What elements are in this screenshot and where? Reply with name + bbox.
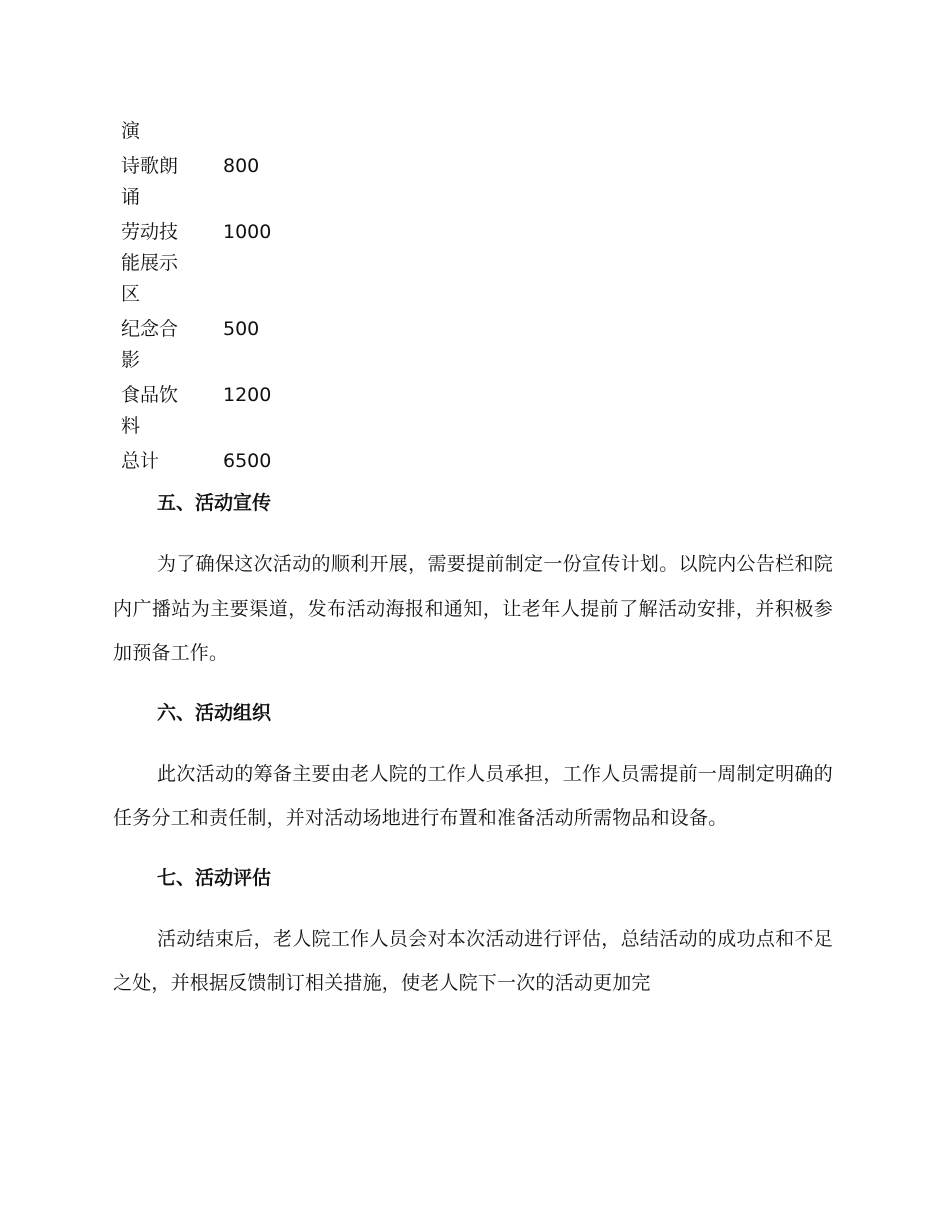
budget-item: 食品饮料: [121, 384, 179, 437]
budget-item: 纪念合影: [121, 318, 179, 371]
section-paragraph-publicity: 为了确保这次活动的顺利开展，需要提前制定一份宣传计划。以院内公告栏和院内广播站为主要渠道，发布活动海报和通知，让老年人提前了解活动安排，并积极参加预备工作。: [113, 553, 833, 664]
budget-item: 诗歌朗诵: [121, 155, 179, 208]
budget-amount: 1200: [223, 384, 272, 406]
budget-total-label: 总计: [121, 450, 160, 472]
section-paragraph-organization: 此次活动的筹备主要由老人院的工作人员承担，工作人员需提前一周制定明确的任务分工和责任制，并对活动场地进行布置和准备活动所需物品和设备。: [113, 762, 833, 829]
table-row: [121, 116, 381, 147]
document-body: [113, 486, 833, 1026]
budget-total-amount: 6500: [223, 450, 272, 472]
budget-item: 劳动技能展示区: [121, 221, 179, 305]
table-row: [121, 217, 381, 310]
table-row: [121, 380, 381, 442]
budget-amount: 800: [223, 155, 260, 177]
section-paragraph-evaluation: 活动结束后，老人院工作人员会对本次活动进行评估，总结活动的成功点和不足之处，并根据反馈制订相关措施，使老人院下一次的活动更加完: [113, 927, 833, 994]
budget-amount: 1000: [223, 221, 272, 243]
budget-table: [121, 116, 381, 481]
table-row: [121, 314, 381, 376]
section-heading-evaluation: 七、活动评估: [157, 866, 272, 889]
budget-item: 演: [121, 120, 141, 142]
table-row: [121, 446, 381, 477]
budget-amount: 500: [223, 318, 260, 340]
table-row: [121, 151, 381, 213]
section-heading-organization: 六、活动组织: [157, 701, 272, 724]
section-heading-publicity: 五、活动宣传: [157, 492, 272, 514]
